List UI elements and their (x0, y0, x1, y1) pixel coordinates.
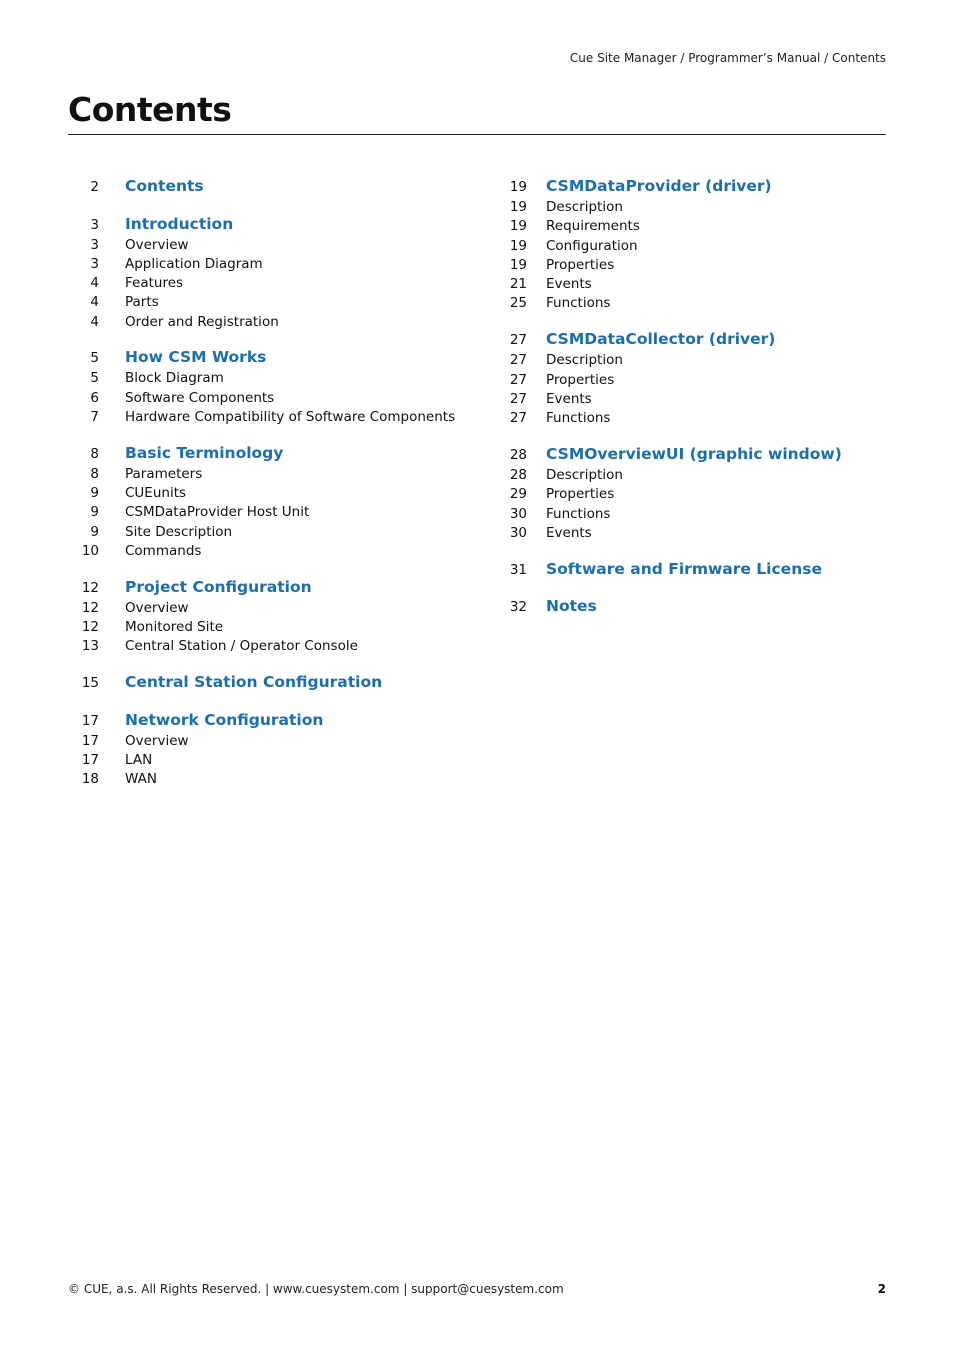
toc-entry[interactable] (490, 486, 890, 505)
toc-section-heading[interactable] (490, 560, 890, 582)
toc-entry-label: Configuration (546, 237, 638, 254)
toc-section (68, 673, 468, 695)
toc-entry[interactable] (68, 256, 468, 275)
page-title: Contents (68, 90, 232, 129)
toc-entry[interactable] (490, 506, 890, 525)
toc-entry[interactable] (490, 257, 890, 276)
toc-page-number: 21 (509, 276, 527, 293)
toc-page-number: 9 (90, 504, 99, 521)
toc-heading-link[interactable]: Basic Terminology (125, 443, 284, 462)
toc-entry-label: Application Diagram (125, 255, 263, 272)
toc-entry-label: Overview (125, 236, 189, 253)
toc-entry-label: Commands (125, 543, 202, 560)
toc-page-number: 5 (90, 350, 99, 367)
toc-entry[interactable] (68, 543, 468, 562)
toc-entry[interactable] (490, 276, 890, 295)
toc-heading-link[interactable]: Software and Firmware License (546, 559, 822, 578)
toc-entry[interactable] (68, 390, 468, 409)
toc-entry-label: Requirements (546, 218, 640, 235)
toc-entry-label: Features (125, 275, 184, 292)
toc-page-number: 4 (90, 313, 99, 330)
toc-entry-label: Monitored Site (125, 619, 224, 636)
toc-entry[interactable] (68, 485, 468, 504)
toc-heading-link[interactable]: Contents (125, 177, 204, 195)
toc-entry-label: Description (546, 352, 623, 369)
toc-entry[interactable] (68, 752, 468, 771)
toc-entry[interactable] (68, 600, 468, 619)
toc-page-number: 19 (509, 237, 527, 254)
toc-page-number: 19 (509, 256, 527, 273)
toc-section-heading[interactable] (68, 348, 468, 370)
toc-section-heading[interactable] (68, 578, 468, 600)
toc-page-number: 29 (509, 486, 527, 503)
toc-entry-label: Functions (546, 295, 611, 312)
toc-entry-label: Hardware Compatibility of Software Components (125, 409, 456, 426)
toc-entry[interactable] (490, 372, 890, 391)
toc-page-number: 19 (509, 179, 527, 195)
toc-entry[interactable] (68, 370, 468, 389)
toc-section-heading[interactable] (68, 711, 468, 733)
toc-page-number: 12 (81, 579, 99, 596)
title-rule (68, 134, 886, 135)
toc-page-number: 4 (90, 275, 99, 292)
toc-entry-label: Central Station / Operator Console (125, 638, 358, 655)
toc-entry[interactable] (490, 467, 890, 486)
toc-page-number: 3 (90, 255, 99, 272)
toc-section-heading[interactable] (490, 177, 890, 199)
toc-heading-link[interactable]: Introduction (125, 214, 234, 233)
toc-heading-link[interactable]: CSMDataProvider (driver) (546, 177, 772, 195)
toc-heading-link[interactable]: Central Station Configuration (125, 673, 383, 692)
toc-page-number: 5 (90, 370, 99, 387)
toc-section-heading[interactable] (490, 445, 890, 467)
toc-entry[interactable] (490, 352, 890, 371)
toc-entry-label: CUEunits (125, 485, 187, 502)
toc-section (68, 177, 468, 199)
toc-section (68, 444, 468, 562)
toc-page-number: 27 (509, 332, 527, 349)
toc-entry[interactable] (490, 199, 890, 218)
toc-page-number: 27 (509, 352, 527, 369)
toc-page-number: 13 (81, 638, 99, 655)
toc-entry-label: Description (546, 199, 623, 215)
toc-entry[interactable] (490, 218, 890, 237)
toc-page-number: 17 (81, 752, 99, 769)
toc-page-number: 15 (81, 675, 99, 692)
toc-section (68, 348, 468, 428)
toc-section (490, 177, 890, 315)
toc-entry-label: Description (546, 466, 623, 483)
toc-page-number: 8 (90, 445, 99, 462)
toc-page-number: 10 (81, 543, 99, 560)
toc-page-number: 19 (509, 218, 527, 235)
toc-entry[interactable] (68, 466, 468, 485)
page-header: Cue Site Manager / Programmer’s Manual / Contents (569, 51, 886, 65)
toc-entry[interactable] (68, 524, 468, 543)
toc-section-heading[interactable] (68, 444, 468, 466)
toc-page-number: 32 (509, 599, 527, 616)
toc-heading-link[interactable]: How CSM Works (125, 348, 267, 367)
toc-entry-label: Parts (125, 294, 159, 311)
toc-page-number: 28 (509, 466, 527, 483)
toc-page-number: 7 (90, 409, 99, 426)
toc-entry-label: Events (546, 276, 592, 293)
toc-entry-label: Software Components (125, 389, 275, 406)
toc-page-number: 28 (509, 446, 527, 463)
toc-entry[interactable] (68, 237, 468, 256)
toc-entry[interactable] (68, 314, 468, 333)
toc-entry[interactable] (490, 410, 890, 429)
toc-page-number: 27 (509, 410, 527, 427)
toc-page-number: 4 (90, 294, 99, 311)
toc-entry-label: Functions (546, 505, 611, 522)
toc-section (68, 215, 468, 333)
toc-entry[interactable] (68, 409, 468, 428)
toc-page-number: 25 (509, 295, 527, 312)
toc-section-heading[interactable] (490, 330, 890, 352)
toc-section-heading[interactable] (68, 673, 468, 695)
toc-entry-label: Properties (546, 486, 615, 503)
toc-entry-label: Properties (546, 256, 615, 273)
toc-section (68, 578, 468, 658)
toc-page-number: 17 (81, 712, 99, 729)
toc-section (490, 330, 890, 429)
toc-heading-link[interactable]: CSMOverviewUI (graphic window) (546, 444, 842, 463)
toc-page-number: 9 (90, 485, 99, 502)
toc-page-number: 31 (509, 561, 527, 578)
toc-entry-label: WAN (125, 771, 157, 788)
toc-heading-link[interactable]: Network Configuration (125, 710, 324, 729)
page-footer: © CUE, a.s. All Rights Reserved. | www.cuesystem.com | support@cuesystem.com (68, 1282, 564, 1296)
toc-entry[interactable] (68, 771, 468, 790)
toc-page-number: 12 (81, 619, 99, 636)
toc-entry[interactable] (68, 275, 468, 294)
toc-page-number: 6 (90, 389, 99, 406)
page-number: 2 (877, 1282, 886, 1296)
toc-entry-label: Events (546, 524, 592, 541)
toc-page-number: 8 (90, 465, 99, 482)
toc-page-number: 27 (509, 371, 527, 388)
toc-entry-label: Overview (125, 599, 189, 616)
toc-right-column (490, 177, 890, 635)
toc-page-number: 30 (509, 524, 527, 541)
toc-section (68, 711, 468, 791)
toc-entry-label: Functions (546, 410, 611, 427)
toc-section (490, 445, 890, 544)
toc-entry[interactable] (490, 391, 890, 410)
toc-heading-link[interactable]: Notes (546, 597, 597, 616)
toc-entry-label: Events (546, 390, 592, 407)
toc-heading-link[interactable]: Project Configuration (125, 577, 312, 596)
toc-left-column (68, 177, 468, 806)
toc-entry[interactable] (68, 733, 468, 752)
toc-entry[interactable] (490, 525, 890, 544)
toc-page-number: 27 (509, 390, 527, 407)
toc-heading-link[interactable]: CSMDataCollector (driver) (546, 330, 776, 349)
toc-section (490, 560, 890, 582)
toc-entry-label: CSMDataProvider Host Unit (125, 504, 310, 521)
toc-page-number: 19 (509, 199, 527, 215)
toc-entry[interactable] (68, 619, 468, 638)
toc-entry[interactable] (68, 294, 468, 313)
toc-page-number: 3 (90, 216, 99, 233)
toc-entry-label: LAN (125, 752, 153, 769)
toc-page-number: 17 (81, 732, 99, 749)
toc-section (490, 597, 890, 619)
toc-entry-label: Block Diagram (125, 370, 224, 387)
toc-page-number: 3 (90, 236, 99, 253)
toc-entry-label: Overview (125, 732, 189, 749)
toc-entry[interactable] (490, 295, 890, 314)
toc-entry-label: Properties (546, 371, 615, 388)
toc-entry[interactable] (68, 504, 468, 523)
toc-page-number: 9 (90, 523, 99, 540)
toc-entry-label: Parameters (125, 465, 203, 482)
toc-entry-label: Order and Registration (125, 313, 279, 330)
toc-section-heading[interactable] (68, 215, 468, 237)
toc-page-number: 30 (509, 505, 527, 522)
toc-page-number: 18 (81, 771, 99, 788)
toc-entry[interactable] (68, 638, 468, 657)
toc-entry-label: Site Description (125, 523, 233, 540)
toc-entry[interactable] (490, 238, 890, 257)
toc-section-heading[interactable] (490, 597, 890, 619)
toc-page-number: 2 (90, 179, 99, 195)
toc-section-heading[interactable] (68, 177, 468, 199)
toc-page-number: 12 (81, 599, 99, 616)
